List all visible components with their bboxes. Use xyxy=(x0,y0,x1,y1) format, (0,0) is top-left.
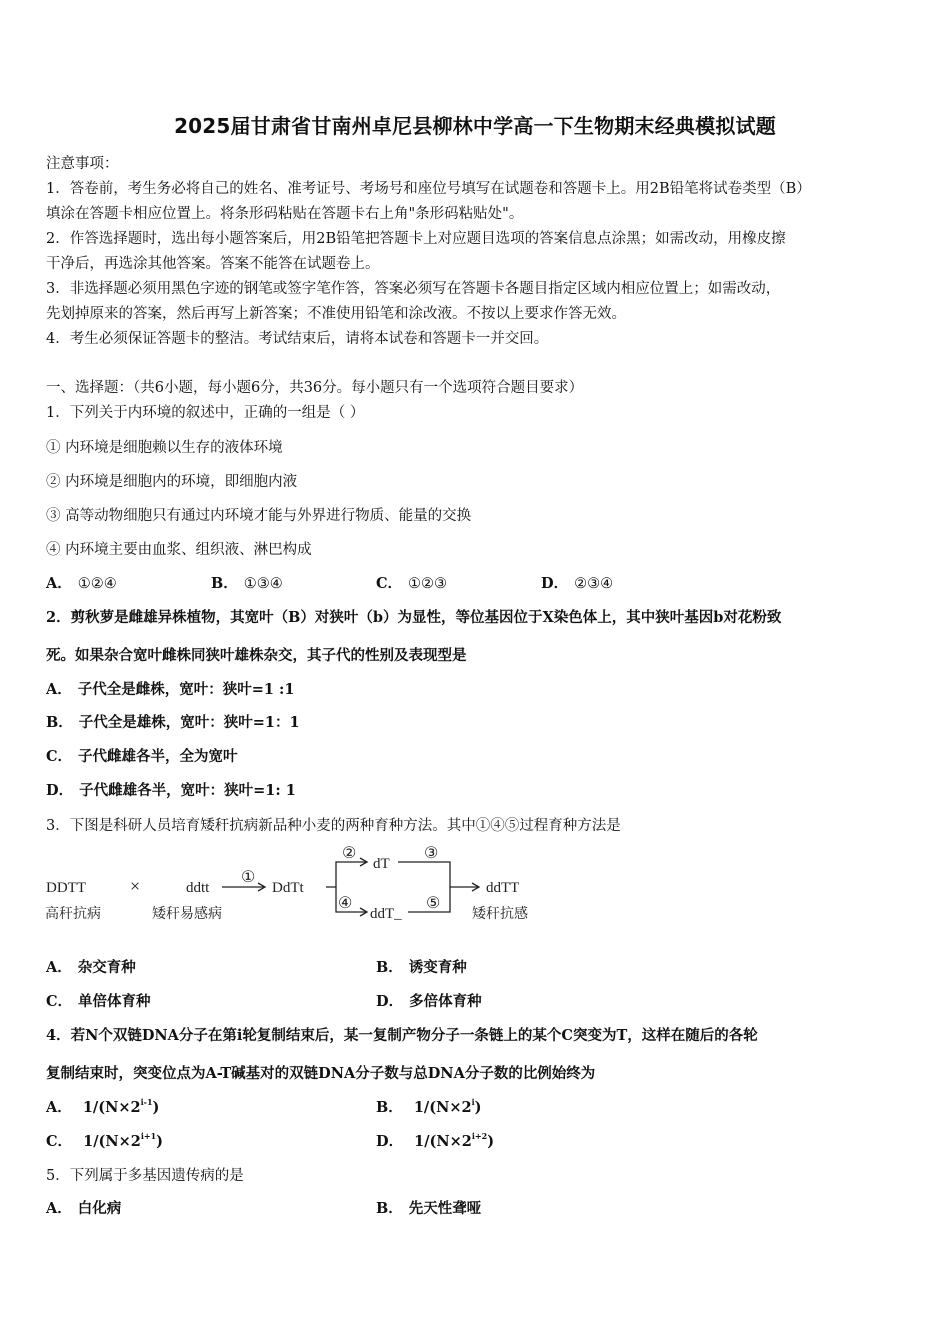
q2-option-d[interactable]: D． 子代雌雄各半，宽叶：狭叶=1: 1 xyxy=(46,782,296,799)
result-phenotype: 矮秆抗感 xyxy=(472,906,528,922)
q3-option-a[interactable]: A． 杂交育种 xyxy=(46,959,136,976)
q5-option-a[interactable]: A． 白化病 xyxy=(46,1200,122,1217)
q4-stem-cont: 复制结束时，突变位点为A-T碱基对的双链DNA分子数与总DNA分子数的比例始终为 xyxy=(46,1065,596,1082)
q3-option-c[interactable]: C． 单倍体育种 xyxy=(46,993,151,1010)
notice-line: 先划掉原来的答案，然后再写上新答案；不准使用铅笔和涂改液。不按以上要求作答无效。 xyxy=(46,306,626,322)
parent1-phenotype: 高秆抗病 xyxy=(45,906,101,922)
merge-line xyxy=(398,862,478,887)
page-title: 2025届甘肃省甘南州卓尼县柳林中学高一下生物期末经典模拟试题 xyxy=(174,114,776,138)
q2-option-a[interactable]: A． 子代全是雌株，宽叶：狭叶=1 :1 xyxy=(46,681,295,698)
upper-genotype: dT xyxy=(373,856,390,872)
breeding-diagram xyxy=(40,838,560,930)
q4-option-d[interactable]: D． $1/(N\times 2^{i+2})$ xyxy=(376,1131,495,1150)
q4-option-c[interactable]: C． $1/(N\times 2^{i+1})$ xyxy=(46,1131,164,1150)
f1-genotype: DdTt xyxy=(272,880,304,896)
section-heading: 一、选择题：（共6小题，每小题6分，共36分。每小题只有一个选项符合题目要求） xyxy=(46,380,584,396)
q5-stem: 5．下列属于多基因遗传病的是 xyxy=(46,1168,244,1184)
q1-option-b[interactable]: B． ①③④ xyxy=(211,575,283,592)
q2-option-b[interactable]: B． 子代全是雄株，宽叶：狭叶=1：1 xyxy=(46,714,300,731)
cross-symbol: × xyxy=(130,876,141,896)
notice-line: 干净后，再选涂其他答案。答案不能答在试题卷上。 xyxy=(46,256,380,272)
q5-option-b[interactable]: B． 先天性聋哑 xyxy=(376,1200,482,1217)
q4-stem: 4．若N个双链DNA分子在第i轮复制结束后，某一复制产物分子一条链上的某个C突变为T，这样在随后的各轮 xyxy=(46,1027,758,1044)
q1-option-a[interactable]: A． ①②④ xyxy=(46,575,117,592)
step-4-label: ④ xyxy=(338,895,353,912)
q1-statement: ③ 高等动物细胞只有通过内环境才能与外界进行物质、能量的交换 xyxy=(46,508,472,524)
q3-stem: 3．下图是科研人员培育矮秆抗病新品种小麦的两种育种方法。其中①④⑤过程育种方法是 xyxy=(46,818,621,834)
q1-statement: ④ 内环境主要由血浆、组织液、淋巴构成 xyxy=(46,542,312,558)
step-3-label: ③ xyxy=(424,845,439,862)
notice-heading: 注意事项： xyxy=(46,156,119,172)
lower-genotype: ddT_ xyxy=(370,906,402,922)
notice-line: 2．作答选择题时，选出每小题答案后，用2B铅笔把答题卡上对应题目选项的答案信息点涂黑；如需改动，用橡皮擦 xyxy=(46,231,786,247)
step-5-label: ⑤ xyxy=(426,895,441,912)
notice-line: 填涂在答题卡相应位置上。将条形码粘贴在答题卡右上角"条形码粘贴处"。 xyxy=(46,206,524,222)
q3-option-d[interactable]: D． 多倍体育种 xyxy=(376,993,482,1010)
q4-option-b[interactable]: B． $1/(N\times 2^i)$ xyxy=(376,1097,482,1116)
step-1-label: ① xyxy=(241,869,256,886)
q2-option-c[interactable]: C． 子代雌雄各半，全为宽叶 xyxy=(46,748,238,765)
q1-option-c[interactable]: C． ①②③ xyxy=(376,575,448,592)
q1-stem: 1．下列关于内环境的叙述中，正确的一组是（ ） xyxy=(46,405,365,421)
q1-option-d[interactable]: D． ②③④ xyxy=(541,575,614,592)
q3-option-b[interactable]: B． 诱变育种 xyxy=(376,959,467,976)
q2-stem: 2．剪秋萝是雌雄异株植物，其宽叶（B）对狭叶（b）为显性，等位基因位于X染色体上，其中狭叶基因b对花粉致 xyxy=(46,609,782,626)
parent2-phenotype: 矮秆易感病 xyxy=(152,906,222,922)
notice-line: 1．答卷前，考生务必将自己的姓名、准考证号、考场号和座位号填写在试题卷和答题卡上。用2B铅笔将试卷类型（B） xyxy=(46,181,811,197)
parent1-genotype: DDTT xyxy=(46,880,86,896)
result-genotype: ddTT xyxy=(486,880,520,896)
q1-statement: ② 内环境是细胞内的环境，即细胞内液 xyxy=(46,474,298,490)
q4-option-a[interactable]: A． $1/(N\times 2^{i-1})$ xyxy=(46,1097,160,1116)
step-2-label: ② xyxy=(342,845,357,862)
notice-line: 4．考生必须保证答题卡的整洁。考试结束后，请将本试卷和答题卡一并交回。 xyxy=(46,331,549,347)
q1-statement: ① 内环境是细胞赖以生存的液体环境 xyxy=(46,440,283,456)
notice-line: 3．非选择题必须用黑色字迹的钢笔或签字笔作答，答案必须写在答题卡各题目指定区域内相应位置上；如需改动， xyxy=(46,281,781,297)
q2-stem-cont: 死。如果杂合宽叶雌株同狭叶雄株杂交，其子代的性别及表现型是 xyxy=(46,647,467,664)
parent2-genotype: ddtt xyxy=(186,880,210,896)
